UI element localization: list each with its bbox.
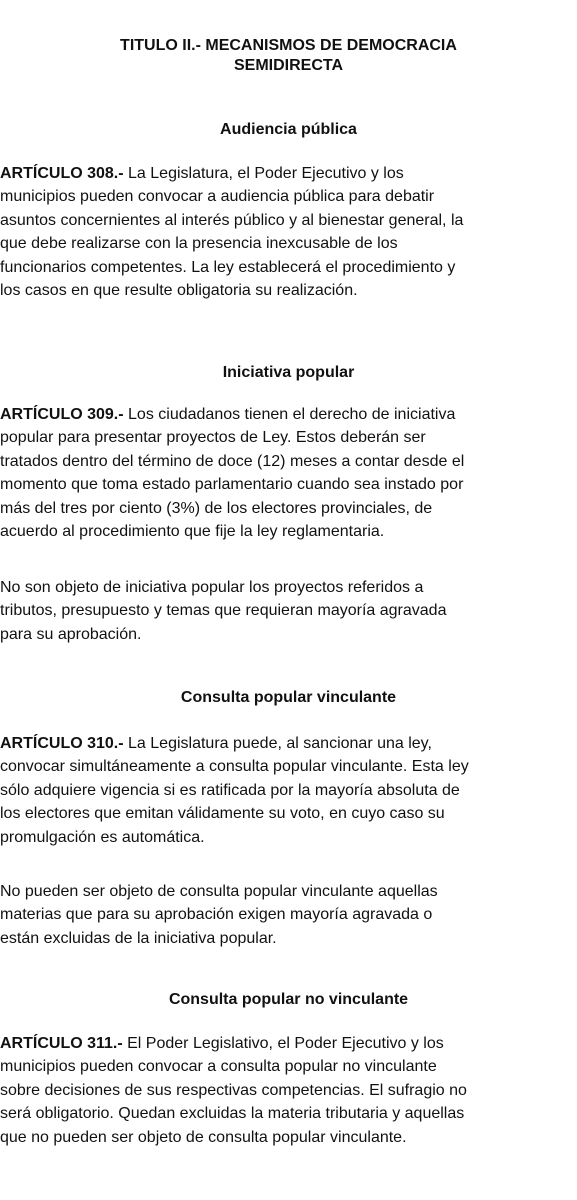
article-311-label: ARTÍCULO 311.- bbox=[0, 1035, 123, 1052]
article-309-extra-paragraph: No son objeto de iniciativa popular los proyectos referidos a tributos, presupuesto y temas que requieran mayoría agravada para su aprobación. bbox=[0, 579, 447, 643]
article-310-extra-paragraph: No pueden ser objeto de consulta popular vinculante aquellas materias que para su aprobación exigen mayoría agravada o están excluidas de la iniciativa popular. bbox=[0, 883, 438, 947]
title-line-2: SEMIDIRECTA bbox=[233, 57, 344, 74]
article-311-paragraph bbox=[0, 1032, 470, 1149]
article-311-text: El Poder Legislativo, el Poder Ejecutivo y los municipios pueden convocar a consulta popular no vinculante sobre decisiones de sus respectivas competencias. El sufragio no será obligatorio. Quedan excluidas la materia tributaria y aquellas que no pueden ser objeto de consulta popular vinculante. bbox=[0, 1035, 467, 1146]
article-308-text: La Legislatura, el Poder Ejecutivo y los municipios pueden convocar a audiencia pública para debatir asuntos concernientes al interés público y al bienestar general, la que debe realizarse con la presencia inexcusable de los funcionarios competentes. La ley establecerá el procedimiento y los casos en que resulte obligatoria su realización. bbox=[0, 165, 464, 300]
section-heading-audiencia-publica: Audiencia pública bbox=[220, 121, 357, 138]
article-309-text: Los ciudadanos tienen el derecho de iniciativa popular para presentar proyectos de Ley. Estos deberán ser tratados dentro del término de doce (12) meses a contar desde el momento que toma estado parlamentario cuando sea instado por más del tres por ciento (3%) de los electores provinciales, de acuerdo al procedimiento que fije la ley reglamentaria. bbox=[0, 406, 465, 541]
article-309-paragraph bbox=[0, 403, 470, 543]
article-310-paragraph bbox=[0, 732, 470, 849]
section-heading-iniciativa-popular: Iniciativa popular bbox=[222, 364, 355, 381]
article-310-label: ARTÍCULO 310.- bbox=[0, 735, 124, 752]
article-308-paragraph bbox=[0, 162, 470, 302]
section-heading-consulta-popular-vinculante: Consulta popular vinculante bbox=[180, 689, 397, 706]
section-heading-consulta-popular-no-vinculante: Consulta popular no vinculante bbox=[168, 991, 409, 1008]
article-309-label: ARTÍCULO 309.- bbox=[0, 406, 124, 423]
document-title bbox=[0, 36, 577, 76]
article-308-label: ARTÍCULO 308.- bbox=[0, 165, 124, 182]
article-310-text: La Legislatura puede, al sancionar una ley, convocar simultáneamente a consulta popular vinculante. Esta ley sólo adquiere vigencia si es ratificada por la mayoría absoluta de los electores que emitan válidamente su voto, en cuyo caso su promulgación es automática. bbox=[0, 735, 469, 846]
title-line-1: TITULO II.- MECANISMOS DE DEMOCRACIA bbox=[120, 37, 457, 54]
